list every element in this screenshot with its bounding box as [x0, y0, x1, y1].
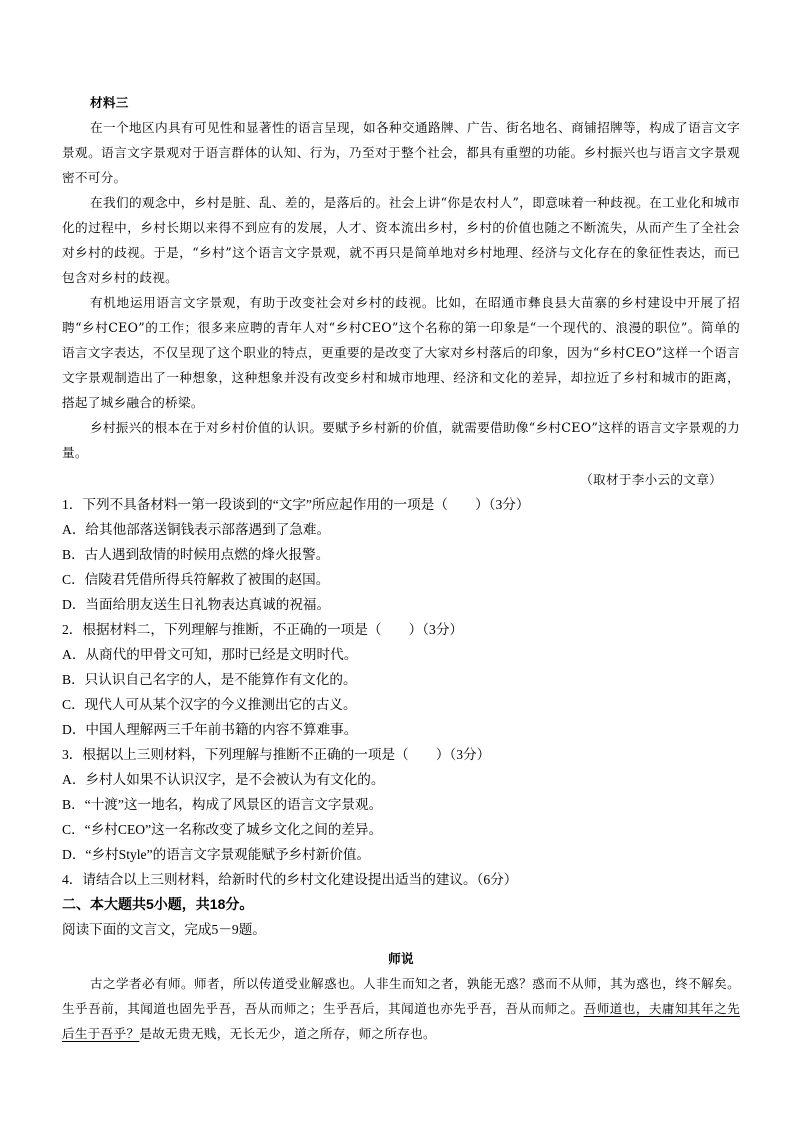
question-option: B．“十渡”这一地名，构成了风景区的语言文字景观。	[62, 797, 383, 812]
question-option: B．古人遇到敌情的时候用点燃的烽火报警。	[62, 547, 330, 562]
passage-title: 师说	[388, 951, 414, 966]
question-1	[62, 492, 740, 617]
question-option: D．“乡村Style”的语言文字景观能赋予乡村新价值。	[62, 847, 371, 862]
material3-heading: 材料三	[90, 95, 129, 110]
passage-text-part2: 是故无贵无贱，无长无少，道之所存，师之所存也。	[139, 1026, 436, 1041]
question-option: A．乡村人如果不认识汉字，是不会被认为有文化的。	[62, 772, 385, 787]
question-option: C．“乡村CEO”这一名称改变了城乡文化之间的差异。	[62, 822, 383, 837]
exam-page	[62, 90, 740, 1046]
question-2	[62, 617, 740, 742]
material3-paragraph-3: 有机地运用语言文字景观，有助于改变社会对乡村的歧视。比如，在昭通市彝良县大苗寨的乡村建设中开展了招聘“乡村CEO”的工作；很多来应聘的青年人对“乡村CEO”这个名称的第一印象是“一个现代的、浪漫的职位”。简单的语言文字表达，不仅呈现了这个职业的特点，更重要的是改变了大家对乡村落后的印象，因为“乡村CEO”这样一个语言文字景观制造出了一种想象，这种想象并没有改变乡村和城市地理、经济和文化的差异，却拉近了乡村和城市的距离，搭起了城乡融合的桥梁。	[62, 295, 740, 410]
passage-text-part1: 古之学者必有师。师者，所以传道受业解惑也。人非生而知之者，孰能无惑？惑而不从师，其为惑也，终不解矣。生乎吾前，其闻道也固先乎吾，吾从而师之；生乎吾后，其闻道也亦先乎吾，吾从而师之。	[62, 976, 740, 1016]
question-stem: 3．根据以上三则材料，下列理解与推断不正确的一项是（ ）（3分）	[62, 747, 491, 762]
passage-text	[62, 971, 740, 1046]
question-option: D．当面给朋友送生日礼物表达真诚的祝福。	[62, 597, 331, 612]
question-option: C．信陵君凭借所得兵符解救了被围的赵国。	[62, 572, 330, 587]
question-stem: 4．请结合以上三则材料，给新时代的乡村文化建设提出适当的建议。（6分）	[62, 872, 518, 887]
material3-paragraph-1: 在一个地区内具有可见性和显著性的语言呈现，如各种交通路牌、广告、街名地名、商铺招牌等，构成了语言文字景观。语言文字景观对于语言群体的认知、行为，乃至对于整个社会，都具有重塑的功能。乡村振兴也与语言文字景观密不可分。	[62, 120, 740, 185]
question-option: B．只认识自己名字的人，是不能算作有文化的。	[62, 672, 357, 687]
question-stem: 1．下列不具备材料一第一段谈到的“文字”所应起作用的一项是（ ）（3分）	[62, 497, 530, 512]
question-stem: 2．根据材料二，下列理解与推断，不正确的一项是（ ）（3分）	[62, 622, 464, 637]
question-option: A．从商代的甲骨文可知，那时已经是文明时代。	[62, 647, 358, 662]
question-3	[62, 742, 740, 867]
question-4	[62, 867, 740, 892]
question-option: D．中国人理解两三千年前书籍的内容不算难事。	[62, 722, 358, 737]
question-option: C．现代人可从某个汉字的今义推测出它的古义。	[62, 697, 357, 712]
passage-underlined-sentence: 吾师道也，夫庸知其年之先后生于吾乎？	[62, 1001, 741, 1041]
question-option: A．给其他部落送铜钱表示部落遇到了急难。	[62, 522, 331, 537]
material3-paragraph-4: 乡村振兴的根本在于对乡村价值的认识。要赋予乡村新的价值，就需要借助像“乡村CEO”这样的语言文字景观的力量。	[62, 420, 740, 460]
section-2-heading: 二、本大题共5小题，共18分。	[62, 896, 254, 912]
material3-source: （取材于李小云的文章）	[580, 472, 722, 487]
material3-paragraph-2: 在我们的观念中，乡村是脏、乱、差的，是落后的。社会上讲“你是农村人”，即意味着一种歧视。在工业化和城市化的过程中，乡村长期以来得不到应有的发展，人才、资本流出乡村，乡村的价值也随之不断流失，从而产生了全社会对乡村的歧视。于是，“乡村”这个语言文字景观，就不再只是简单地对乡村地理、经济与文化存在的象征性表达，而已包含对乡村的歧视。	[62, 195, 740, 285]
section-2-instruction: 阅读下面的文言文，完成5－9题。	[62, 922, 266, 937]
